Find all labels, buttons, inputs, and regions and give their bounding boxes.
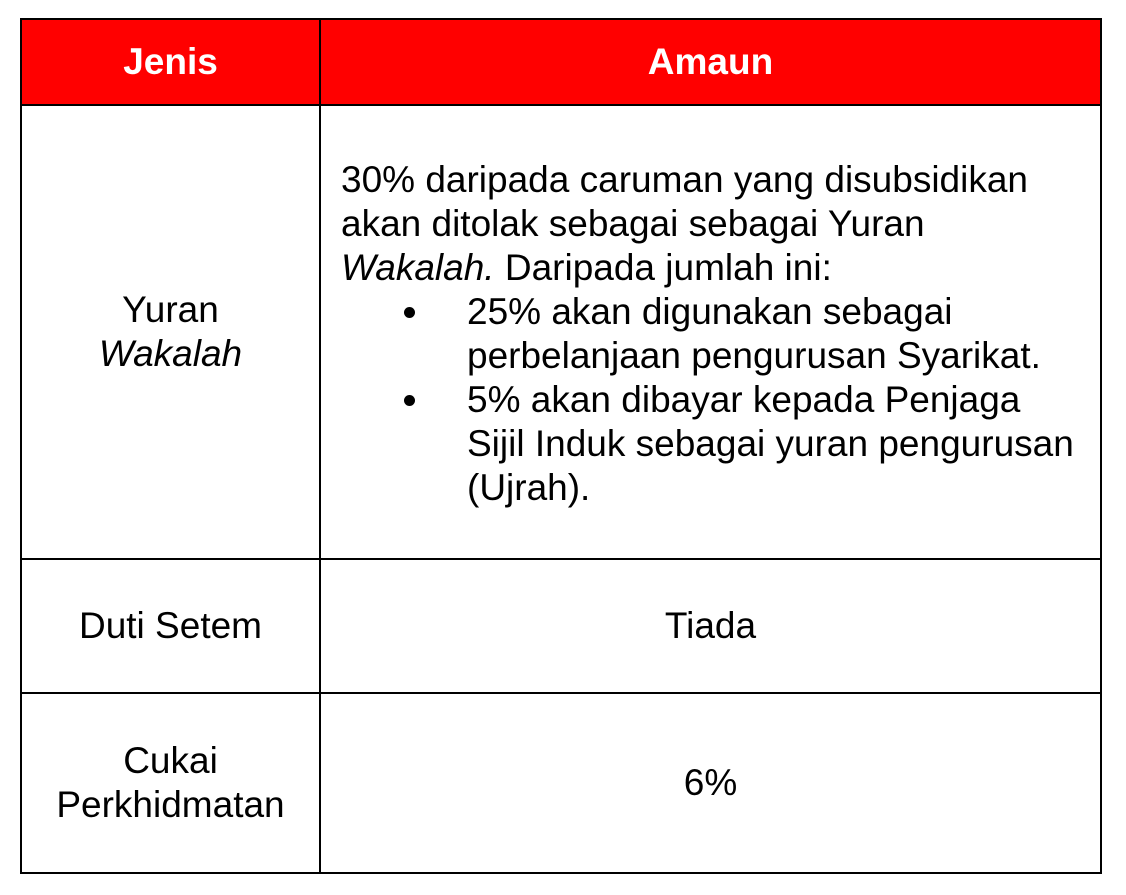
amount-intro-part2: Daripada jumlah ini: <box>494 247 832 288</box>
header-amount: Amaun <box>320 19 1101 105</box>
type-label-line2 <box>22 332 319 376</box>
amount-intro-part1: 30% daripada caruman yang disubsidikan akan ditolak sebagai sebagai Yuran <box>341 159 1028 244</box>
amount-intro <box>341 158 1082 290</box>
amount-detail-block <box>341 154 1082 510</box>
type-label-italic: Wakalah <box>98 333 243 374</box>
table-header <box>21 19 1101 105</box>
table-row-duti-setem <box>21 559 1101 693</box>
list-item: 25% akan digunakan sebagai perbelanjaan pengurusan Syarikat. <box>467 290 1082 378</box>
cell-type-cukai <box>21 693 320 873</box>
header-row <box>21 19 1101 105</box>
cell-type-duti: Duti Setem <box>21 559 320 693</box>
amount-bullet-list <box>341 290 1082 510</box>
charges-table-container <box>20 18 1102 874</box>
list-item: 5% akan dibayar kepada Penjaga Sijil Induk sebagai yuran pengurusan (Ujrah). <box>467 378 1082 510</box>
header-type: Jenis <box>21 19 320 105</box>
cell-amount-cukai: 6% <box>320 693 1101 873</box>
cell-amount-wakalah <box>320 105 1101 559</box>
table-row-cukai-perkhidmatan <box>21 693 1101 873</box>
type-label-line1: Yuran <box>122 289 219 330</box>
type-label-line2: Perkhidmatan <box>56 784 285 825</box>
type-label-line1: Cukai <box>123 740 218 781</box>
amount-intro-italic: Wakalah. <box>341 247 495 288</box>
cell-type-wakalah <box>21 105 320 559</box>
charges-table <box>20 18 1102 874</box>
cell-amount-duti: Tiada <box>320 559 1101 693</box>
table-row-yuran-wakalah <box>21 105 1101 559</box>
